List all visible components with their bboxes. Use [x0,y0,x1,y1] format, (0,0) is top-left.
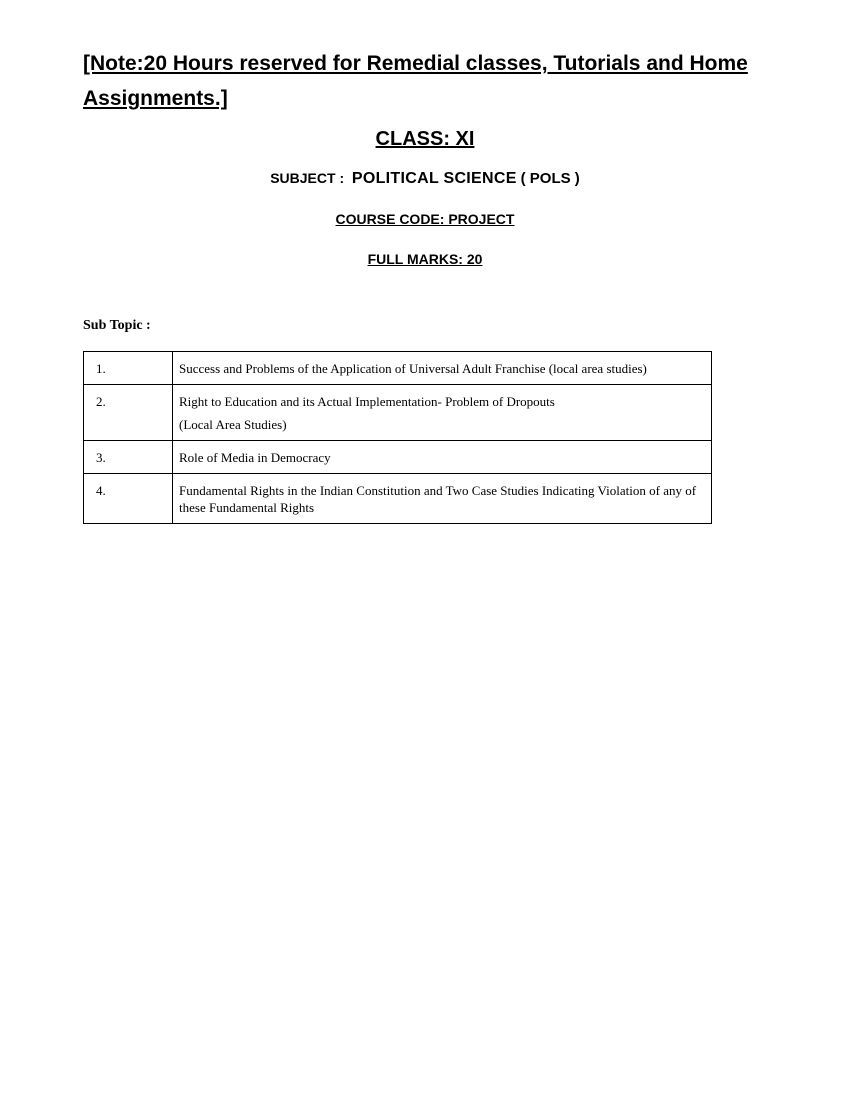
subtopic-label: Sub Topic : [83,318,151,333]
subject-line [0,170,850,188]
topic-text [173,474,712,524]
topic-text [173,385,712,441]
subject-code: ( POLS ) [520,170,580,187]
topic-text-line-2: (Local Area Studies) [179,417,287,432]
note-heading: [Note:20 Hours reserved for Remedial classes, Tutorials and Home Assignments.] [83,52,748,110]
class-title: CLASS: XI [375,128,475,150]
topic-number: 1. [84,352,173,385]
subject-label: SUBJECT : [270,170,345,186]
table-row [84,441,712,474]
table-row [84,474,712,524]
subtopic-table [83,351,712,524]
topic-text-line: Fundamental Rights in the Indian Constitution and Two Case Studies Indicating Violation of any of these Fundamental Rights [179,483,697,515]
topic-number: 2. [84,385,173,441]
topic-text [173,441,712,474]
topic-text-line: Success and Problems of the Application of Universal Adult Franchise (local area studies) [179,361,647,376]
course-code: COURSE CODE: PROJECT [335,211,515,227]
topic-number: 3. [84,441,173,474]
topic-text-line: Right to Education and its Actual Implementation- Problem of Dropouts [179,394,555,409]
table-row [84,352,712,385]
topic-text [173,352,712,385]
topic-text-line: Role of Media in Democracy [179,450,331,465]
full-marks: FULL MARKS: 20 [367,251,483,267]
table-row [84,385,712,441]
subject-name: POLITICAL SCIENCE [351,170,517,187]
topic-number: 4. [84,474,173,524]
